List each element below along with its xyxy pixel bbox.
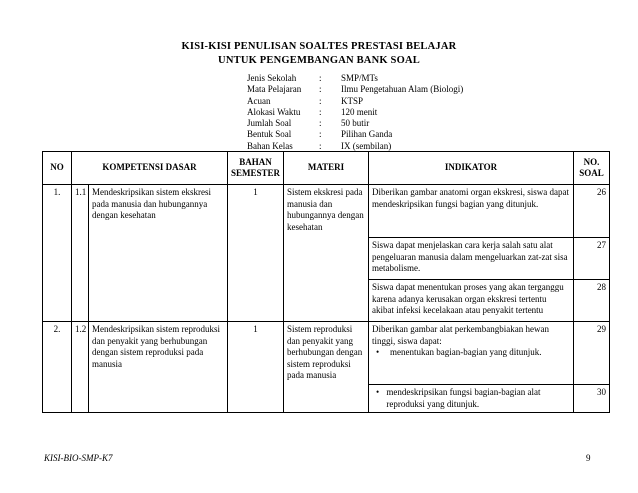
indikator-text: Siswa dapat menentukan proses yang akan terganggu karena adanya kerusakan organ ekskresi tertentu akibat infeksi kecelakaan atau penyakit tertentu [369,280,574,322]
col-header-semester-line2: SEMESTER [231,168,281,178]
col-header-soal-line2: SOAL [579,168,604,178]
meta-value: Ilmu Pengetahuan Alam (Biologi) [341,84,464,95]
meta-value: Pilihan Ganda [341,129,393,140]
soal-number: 30 [574,385,610,413]
footer-page-number: 9 [586,453,591,463]
meta-row [247,129,463,140]
document-title-line2: UNTUK PENGEMBANGAN BANK SOAL [218,55,420,66]
indikator-text: Siswa dapat menjelaskan cara kerja salah satu alat pengeluaran manusia dalam mengeluarkan zat-zat sisa metabolisme. [369,238,574,280]
col-header-indikator: INDIKATOR [369,152,574,185]
kisi-table [42,151,610,413]
col-header-kd: KOMPETENSI DASAR [72,152,228,185]
col-header-semester [228,152,284,185]
meta-row [247,84,463,95]
indikator-text: Diberikan gambar alat perkembangbiakan hewan tinggi, siswa dapat: [372,324,549,346]
table-row [43,185,610,238]
meta-colon: : [319,129,322,140]
bullet-text: mendeskripsikan fungsi bagian-bagian alat reproduksi yang ditunjuk. [386,387,541,409]
meta-row [247,96,463,107]
meta-colon: : [319,118,322,129]
meta-row [247,107,463,118]
row-number: 2. [43,322,72,413]
meta-colon: : [319,84,322,95]
row-number: 1. [43,185,72,322]
meta-key: Jumlah Soal [247,118,292,129]
materi-text: Sistem ekskresi pada manusia dan hubungannya dengan kesehatan [284,185,369,322]
bullet-text: menentukan bagian-bagian yang ditunjuk. [390,347,542,357]
meta-key: Alokasi Waktu [247,106,301,117]
kd-number: 1.2 [72,322,89,413]
meta-colon: : [319,95,322,106]
meta-key: Mata Pelajaran [247,84,302,95]
soal-number: 27 [574,238,610,280]
meta-colon: : [319,106,322,117]
soal-number: 26 [574,185,610,238]
meta-key: Bentuk Soal [247,129,292,140]
meta-row [247,73,463,84]
soal-number: 28 [574,280,610,322]
footer-doc-code: KISI-BIO-SMP-K7 [44,453,113,463]
meta-colon: : [319,140,322,151]
kd-text: Mendeskripsikan sistem reproduksi dan penyakit yang berhubungan dengan sistem reproduksi pada manusia [89,322,228,413]
bullet-item [372,387,570,410]
document-title-line1: KISI-KISI PENULISAN SOALTES PRESTASI BELAJAR [181,41,457,52]
meta-value: SMP/MTs [341,73,378,83]
bullet-icon: • [376,347,380,357]
meta-key: Acuan [247,95,271,106]
bullet-icon: • [376,387,380,397]
kd-text: Mendeskripsikan sistem ekskresi pada manusia dan hubungannya dengan kesehatan [89,185,228,322]
materi-text: Sistem reproduksi dan penyakit yang berhubungan dengan sistem reproduksi pada manusia [284,322,369,413]
col-header-soal [574,152,610,185]
meta-key: Jenis Sekolah [247,73,297,83]
indikator-cell [369,385,574,413]
col-header-soal-line1: NO. [583,156,600,167]
col-header-no: NO [43,152,72,185]
kd-number: 1.1 [72,185,89,322]
meta-value: 120 menit [341,106,378,117]
meta-colon: : [319,73,322,83]
meta-value: IX (sembilan) [341,140,392,151]
meta-key: Bahan Kelas [247,140,293,151]
meta-value: 50 butir [341,118,370,129]
bullet-item [372,347,570,359]
table-header-row [43,152,610,185]
col-header-materi: MATERI [284,152,369,185]
indikator-cell [369,322,574,385]
col-header-semester-line1: BAHAN [239,156,272,167]
indikator-text: Diberikan gambar anatomi organ ekskresi, siswa dapat mendeskripsikan fungsi bagian yang ditunjuk. [369,185,574,238]
table-row [43,322,610,385]
soal-number: 29 [574,322,610,385]
metadata-block [247,73,463,152]
meta-value: KTSP [341,95,364,106]
semester-value: 1 [228,322,284,413]
semester-value: 1 [228,185,284,322]
meta-row [247,118,463,129]
